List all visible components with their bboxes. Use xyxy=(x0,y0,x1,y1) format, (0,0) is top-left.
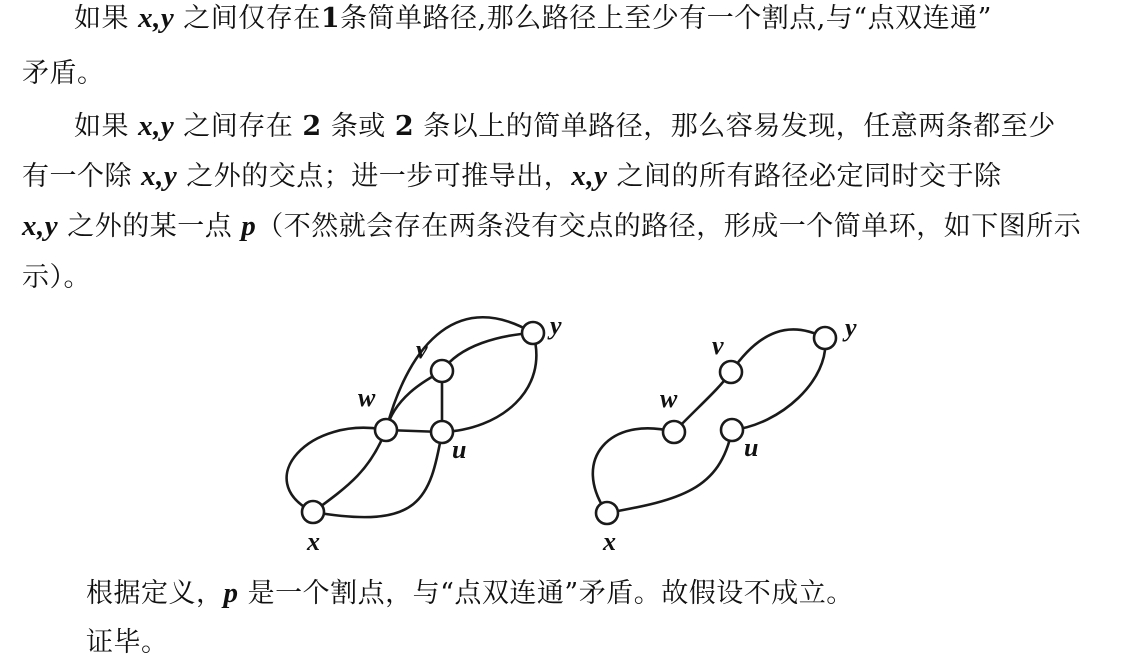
node-u-right xyxy=(721,419,743,441)
math-xy: x,y xyxy=(138,110,175,142)
para2-text-line2-c: 之间的所有路径必定同时交于除 xyxy=(607,161,1002,192)
para1-text-b: 之间仅存在 xyxy=(174,3,321,34)
node-x-right xyxy=(596,502,618,524)
label-x-right: x xyxy=(603,527,616,556)
number-one: 1 xyxy=(320,3,341,34)
para1-text-line2: 矛盾。 xyxy=(22,58,105,89)
math-xy: x,y xyxy=(141,160,178,192)
node-v-right xyxy=(720,361,742,383)
label-v-right: v xyxy=(712,331,724,360)
label-y-left: y xyxy=(550,311,562,340)
math-p: p xyxy=(223,577,239,609)
edge-x-w-left xyxy=(287,428,386,512)
edge-v-y xyxy=(442,333,533,371)
node-w-right xyxy=(663,421,685,443)
para2-text-line2-a: 有一个除 xyxy=(22,161,142,192)
right-graph xyxy=(593,313,857,556)
label-w-right: w xyxy=(660,384,678,413)
edge-x-u xyxy=(313,432,442,517)
conclusion-line xyxy=(86,575,854,612)
edge-u-y xyxy=(442,333,536,432)
node-v-left xyxy=(431,360,453,382)
node-y-left xyxy=(522,322,544,344)
label-w-left: w xyxy=(358,383,376,412)
para2-text-c: 条或 xyxy=(321,111,395,142)
para1-text-a: 如果 xyxy=(74,3,139,34)
number-two: 2 xyxy=(394,111,415,142)
para2-text-line4: 示）。 xyxy=(22,262,91,293)
number-two: 2 xyxy=(302,111,322,142)
node-u-left xyxy=(431,421,453,443)
para2-text-d: 条以上的简单路径，那么容易发现，任意两条都至少 xyxy=(414,111,1056,142)
node-x-left xyxy=(302,501,324,523)
label-y-right: y xyxy=(845,313,857,342)
node-y-right xyxy=(814,327,836,349)
para2-text-line3-a: 之外的某一点 xyxy=(58,211,242,242)
para2-text-a: 如果 xyxy=(74,111,139,142)
label-u-left: u xyxy=(452,435,467,464)
qed-text: 证毕。 xyxy=(86,627,169,658)
conclusion-text-a: 根据定义， xyxy=(86,578,224,609)
math-p: p xyxy=(241,210,257,242)
label-u-right: u xyxy=(744,433,759,462)
label-x-left: x xyxy=(307,527,320,556)
qed-line xyxy=(86,625,169,661)
left-graph xyxy=(287,311,562,556)
para2-text-line3-b: （不然就会存在两条没有交点的路径，形成一个简单环，如下图所示 xyxy=(256,211,1082,242)
para1-text-c: 条简单路径,那么路径上至少有一个割点,与“点双连通” xyxy=(340,3,992,34)
math-xy: x,y xyxy=(138,2,175,34)
para2-text-b: 之间存在 xyxy=(174,111,303,142)
para2-text-line2-b: 之外的交点；进一步可推导出， xyxy=(177,161,572,192)
conclusion-text-b: 是一个割点，与“点双连通”矛盾。故假设不成立。 xyxy=(238,578,854,609)
math-xy: x,y xyxy=(571,160,608,192)
edge-x-w-inner xyxy=(313,430,386,512)
label-v-left: v xyxy=(416,335,428,364)
node-w-left xyxy=(375,419,397,441)
edge-v-y-right xyxy=(731,329,825,372)
math-xy: x,y xyxy=(22,210,59,242)
